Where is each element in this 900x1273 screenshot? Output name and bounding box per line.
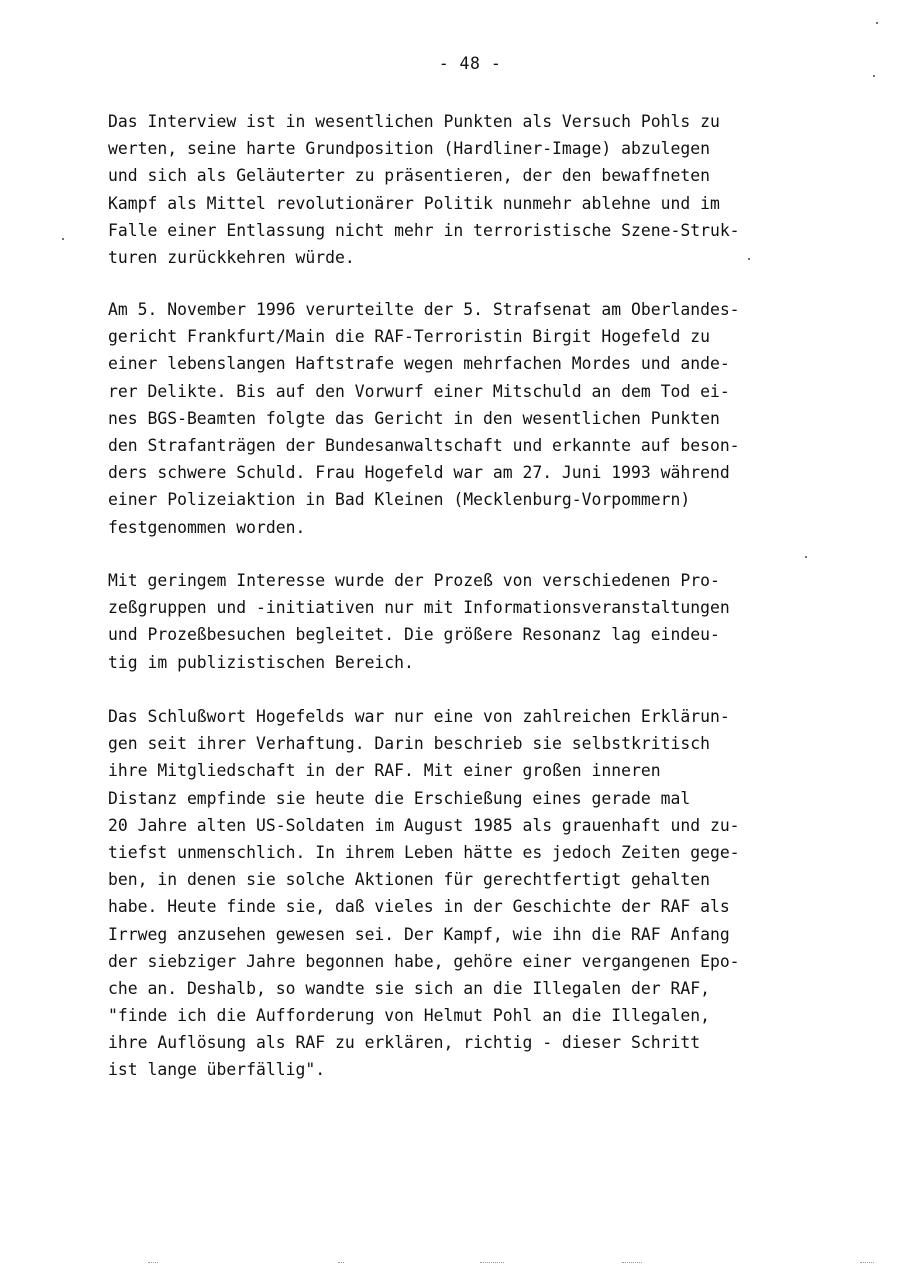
text-line: rer Delikte. Bis auf den Vorwurf einer Mitschuld an dem Tod ei- bbox=[108, 381, 730, 401]
scan-speck bbox=[876, 22, 878, 24]
text-line: nes BGS-Beamten folgte das Gericht in den wesentlichen Punkten bbox=[108, 408, 720, 428]
text-line: und sich als Geläuterter zu präsentieren, der den bewaffneten bbox=[108, 166, 710, 186]
text-line: ben, in denen sie solche Aktionen für gerechtfertigt gehalten bbox=[108, 870, 710, 890]
page-number: - 48 - bbox=[438, 54, 502, 73]
text-line: Kampf als Mittel revolutionärer Politik nunmehr ablehne und im bbox=[108, 193, 720, 213]
paragraph-verdict bbox=[108, 296, 740, 541]
text-line: Das Interview ist in wesentlichen Punkten als Versuch Pohls zu bbox=[108, 112, 720, 131]
text-line: einer lebenslangen Haftstrafe wegen mehrfachen Mordes und ande- bbox=[108, 354, 730, 374]
text-line: Das Schlußwort Hogefelds war nur eine von zahlreichen Erklärun- bbox=[108, 707, 730, 726]
scan-speck bbox=[748, 258, 750, 260]
text-line: gen seit ihrer Verhaftung. Darin beschrieb sie selbstkritisch bbox=[108, 734, 710, 754]
text-line: ist lange überfällig". bbox=[108, 1060, 326, 1080]
text-line: tig im publizistischen Bereich. bbox=[108, 652, 414, 672]
text-line: zeßgruppen und -initiativen nur mit Informationsveranstaltungen bbox=[108, 598, 730, 618]
paragraph-closing-statement bbox=[108, 703, 740, 1084]
text-line: turen zurückkehren würde. bbox=[108, 247, 355, 267]
text-line: che an. Deshalb, so wandte sie sich an die Illegalen der RAF, bbox=[108, 978, 710, 998]
text-line: festgenommen worden. bbox=[108, 517, 306, 537]
text-line: Irrweg anzusehen gewesen sei. Der Kampf, wie ihn die RAF Anfang bbox=[108, 924, 730, 944]
paragraph-interview bbox=[108, 108, 740, 271]
text-line: werten, seine harte Grundposition (Hardliner-Image) abzulegen bbox=[108, 139, 710, 159]
text-line: Mit geringem Interesse wurde der Prozeß von verschiedenen Pro- bbox=[108, 571, 720, 590]
text-line: Distanz empfinde sie heute die Erschießung eines gerade mal bbox=[108, 788, 691, 808]
scan-speck bbox=[62, 238, 64, 240]
text-line: "finde ich die Aufforderung von Helmut Pohl an die Illegalen, bbox=[108, 1006, 710, 1026]
text-line: ders schwere Schuld. Frau Hogefeld war am 27. Juni 1993 während bbox=[108, 463, 730, 483]
text-line: der siebziger Jahre begonnen habe, gehöre einer vergangenen Epo- bbox=[108, 951, 740, 971]
text-line: tiefst unmenschlich. In ihrem Leben hätte es jedoch Zeiten gege- bbox=[108, 842, 740, 862]
text-line: Am 5. November 1996 verurteilte der 5. Strafsenat am Oberlandes- bbox=[108, 300, 740, 319]
text-line: habe. Heute finde sie, daß vieles in der Geschichte der RAF als bbox=[108, 897, 730, 917]
scan-speck bbox=[805, 556, 807, 558]
text-line: ihre Auflösung als RAF zu erklären, richtig - dieser Schritt bbox=[108, 1033, 701, 1053]
text-line: 20 Jahre alten US-Soldaten im August 1985 als grauenhaft und zu- bbox=[108, 815, 740, 835]
scan-speck bbox=[873, 75, 875, 77]
text-line: einer Polizeiaktion in Bad Kleinen (Mecklenburg-Vorpommern) bbox=[108, 490, 691, 510]
text-line: den Strafanträgen der Bundesanwaltschaft und erkannte auf beson- bbox=[108, 435, 740, 455]
text-line: und Prozeßbesuchen begleitet. Die größere Resonanz lag eindeu- bbox=[108, 625, 720, 645]
text-line: gericht Frankfurt/Main die RAF-Terroristin Birgit Hogefeld zu bbox=[108, 327, 710, 347]
scan-footer-marks bbox=[0, 1262, 900, 1266]
text-line: Falle einer Entlassung nicht mehr in terroristische Szene-Struk- bbox=[108, 220, 740, 240]
text-line: ihre Mitgliedschaft in der RAF. Mit einer großen inneren bbox=[108, 761, 661, 781]
paragraph-interest bbox=[108, 567, 730, 676]
